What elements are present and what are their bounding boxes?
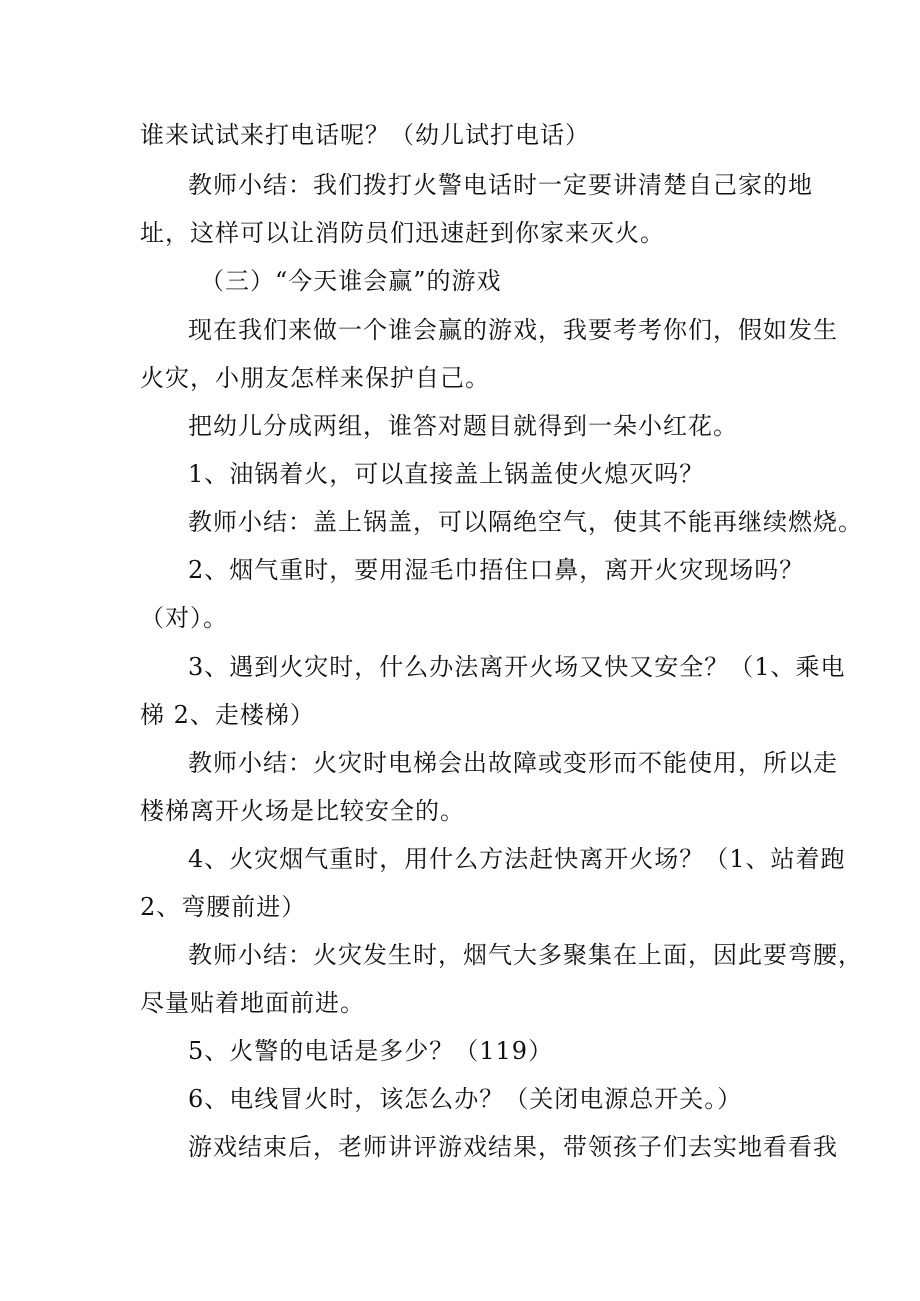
question-item: 6、电线冒火时，该怎么办？（关闭电源总开关。） bbox=[188, 1085, 743, 1113]
text-line: 谁来试试来打电话呢？（幼儿试打电话） bbox=[140, 121, 590, 149]
text-line: 教师小结：我们拨打火警电话时一定要讲清楚自己家的地 bbox=[188, 171, 813, 199]
text-line: 教师小结：盖上锅盖，可以隔绝空气，使其不能再继续燃烧。 bbox=[188, 508, 863, 536]
question-item: 3、遇到火灾时，什么办法离开火场又快又安全？（1、乘电 bbox=[188, 653, 846, 681]
question-item: 4、火灾烟气重时，用什么方法赶快离开火场？（1、站着跑 bbox=[188, 845, 846, 873]
text-line: 把幼儿分成两组，谁答对题目就得到一朵小红花。 bbox=[188, 412, 738, 440]
text-line: 游戏结束后，老师讲评游戏结果，带领孩子们去实地看看我 bbox=[188, 1133, 838, 1161]
question-item: 1、油锅着火，可以直接盖上锅盖使火熄灭吗？ bbox=[188, 460, 705, 488]
text-line: 梯 2、走楼梯） bbox=[140, 701, 315, 729]
text-line: 尽量贴着地面前进。 bbox=[140, 989, 365, 1017]
text-line: 2、弯腰前进） bbox=[140, 893, 307, 921]
text-line: 火灾，小朋友怎样来保护自己。 bbox=[140, 364, 490, 392]
text-line: （对）。 bbox=[140, 604, 228, 632]
text-line: 教师小结：火灾发生时，烟气大多聚集在上面，因此要弯腰， bbox=[188, 941, 863, 969]
text-line: 址，这样可以让消防员们迅速赶到你家来灭火。 bbox=[140, 219, 665, 247]
question-item: 2、烟气重时，要用湿毛巾捂住口鼻，离开火灾现场吗？ bbox=[188, 556, 805, 584]
text-line: 现在我们来做一个谁会赢的游戏，我要考考你们，假如发生 bbox=[188, 316, 838, 344]
question-item: 5、火警的电话是多少？（119） bbox=[188, 1037, 554, 1065]
text-line: 楼梯离开火场是比较安全的。 bbox=[140, 797, 465, 825]
section-heading: （三）“今天谁会赢”的游戏 bbox=[200, 267, 502, 295]
text-line: 教师小结：火灾时电梯会出故障或变形而不能使用，所以走 bbox=[188, 749, 838, 777]
